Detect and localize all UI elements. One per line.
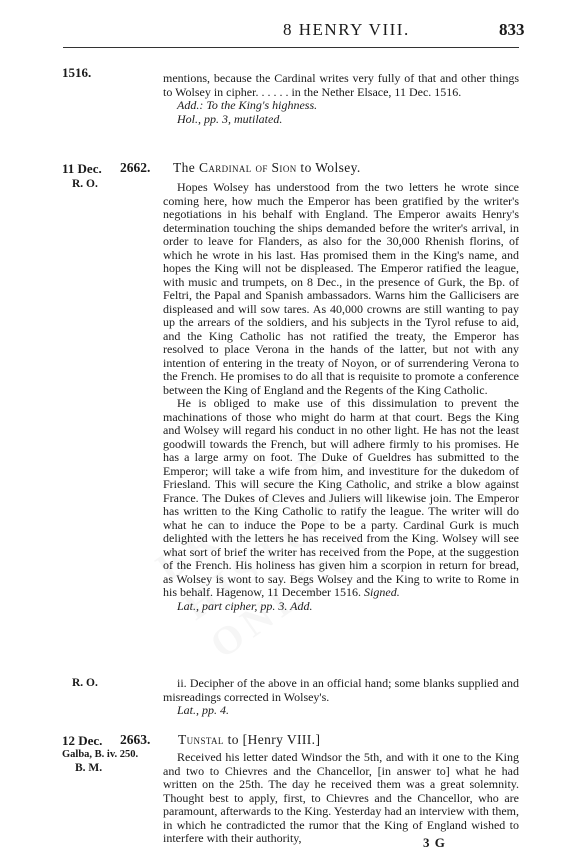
header-rule [63, 47, 519, 48]
entry-2662-add: Add. [290, 598, 313, 613]
continuation-address: Add.: To the King's highness. [177, 98, 318, 112]
entry-2662-ii-source: R. O. [72, 677, 98, 689]
entry-2662-body [163, 181, 519, 613]
entry-2662-title-sender: Cardinal of Sion [198, 160, 297, 175]
entry-2662-lat [163, 600, 519, 614]
entry-2662-para-2-text: He is obliged to make use of this dissimulation to prevent the machinations of those who might do harm at that court. Begs the King and Wolsey will regard his conduct in no other light. He has not the least goodwill towards the French, but will adhere firmly to his promises. He has a large army on foot. The Duke of Gueldres has submitted to the Emperor; will take a wife from him, and investiture for the dukedom of Friesland. This will secure the King Catholic, and strike a blow against France. The Dukes of Cleves and Juliers will likewise join. The Emperor has written to the King Catholic to ratify the league. The writer will do what he can to induce the Pope to be a party. Cardinal Gurk is much delighted with the letters he has received from the King. Wolsey will see what sort of brief the writer has received from the Pope, at the suggestion of the French. His holiness has given him a scorpion in return for bread, as Wolsey is wont to say. Begs Wolsey and the King to write to Rome in his behalf. Hagenow, 11 December 1516. [163, 396, 519, 599]
entry-2662-number: 2662. [120, 160, 151, 175]
entry-2663-date: 12 Dec. [62, 733, 103, 748]
entry-2663-source-a: Galba, B. iv. 250. [62, 749, 139, 760]
entry-2663-title-suffix: to [Henry VIII.] [223, 732, 321, 747]
entry-2662-para-2 [163, 397, 519, 600]
entry-2663-body [163, 751, 519, 846]
entry-2663-number: 2663. [120, 732, 151, 747]
entry-2662-lat-text: Lat., part cipher, pp. 3. [177, 598, 288, 613]
continuation-block [163, 72, 519, 126]
page-number: 833 [499, 20, 525, 39]
entry-2663-para-1: Received his letter dated Windsor the 5th, and with it one to the King and two to Chievres and the Chancellor, [in answer to] what he had written on the 25th. The day he received them was a great solemnity. Thought best to apply, first, to Chievres and the Chancellor, who are paramount, afterwards to the King. Yesterday had an interview with them, in which he contradicted the rumor that the King of England wished to interfere with their authority, [163, 750, 519, 845]
entry-2662-source: R. O. [72, 178, 98, 190]
entry-2662-para-1: Hopes Wolsey has understood from the two letters he wrote since coming here, how much the Emperor has been gratified by the writer's negotiations in his behalf with England. The Emperor awaits Henry's determination touching the ships demanded before the writer's arrival, in order to leave for Flanders, as also for the 30,000 Rhenish florins, of which he wrote in his last. Has promised them in the King's name, and hopes the King will not be displeased. The Emperor ratified the league, with music and trumpets, on 8 Dec., in the presence of Gurk, the Bp. of Feltri, the Papal and Spanish ambassadors. Warns him the Gallicisers are displeased and will sow tares. As 40,000 crowns are still wanting to pay up the arrears of the soldiers, and his subjects in the Tyrol refuse to aid, and the King Catholic has not ratified the treaty, the Emperor has resolved to place Verona in the hands of the latter, but not with any intention of entering in the treaty of Noyon, or of surrendering Verona to the French. He promises to do all that is requisite to promote a conference between the King of England and the Regents of the King Catholic. [163, 180, 519, 397]
entry-2662-title-prefix: The [173, 160, 199, 175]
entry-2662-ii-lat: Lat., pp. 4. [177, 703, 230, 717]
running-header: 8 HENRY VIII. [283, 20, 410, 39]
margin-year: 1516. [62, 65, 92, 80]
entry-2663-title-sender: Tunstal [178, 732, 224, 747]
continuation-text: mentions, because the Cardinal writes very fully of that and other things to Wolsey in cipher. . . . . . in the Nether Elsace, 11 Dec. 1516. [163, 71, 519, 99]
entry-2662-title [173, 160, 361, 176]
entry-2662-title-suffix: to Wolsey. [296, 160, 361, 175]
entry-2663-title [178, 732, 320, 748]
entry-2662-date: 11 Dec. [62, 161, 102, 176]
signature-mark: 3 G [423, 835, 446, 850]
entry-2662-signed: Signed. [364, 585, 400, 599]
entry-2662-ii-text: ii. Decipher of the above in an official hand; some blanks supplied and misreadings corrected in Wolsey's. [163, 676, 519, 704]
continuation-hol: Hol., pp. 3, mutilated. [177, 111, 283, 126]
entry-2663-source-b: B. M. [75, 762, 103, 774]
entry-2662-ii-block [163, 677, 519, 718]
